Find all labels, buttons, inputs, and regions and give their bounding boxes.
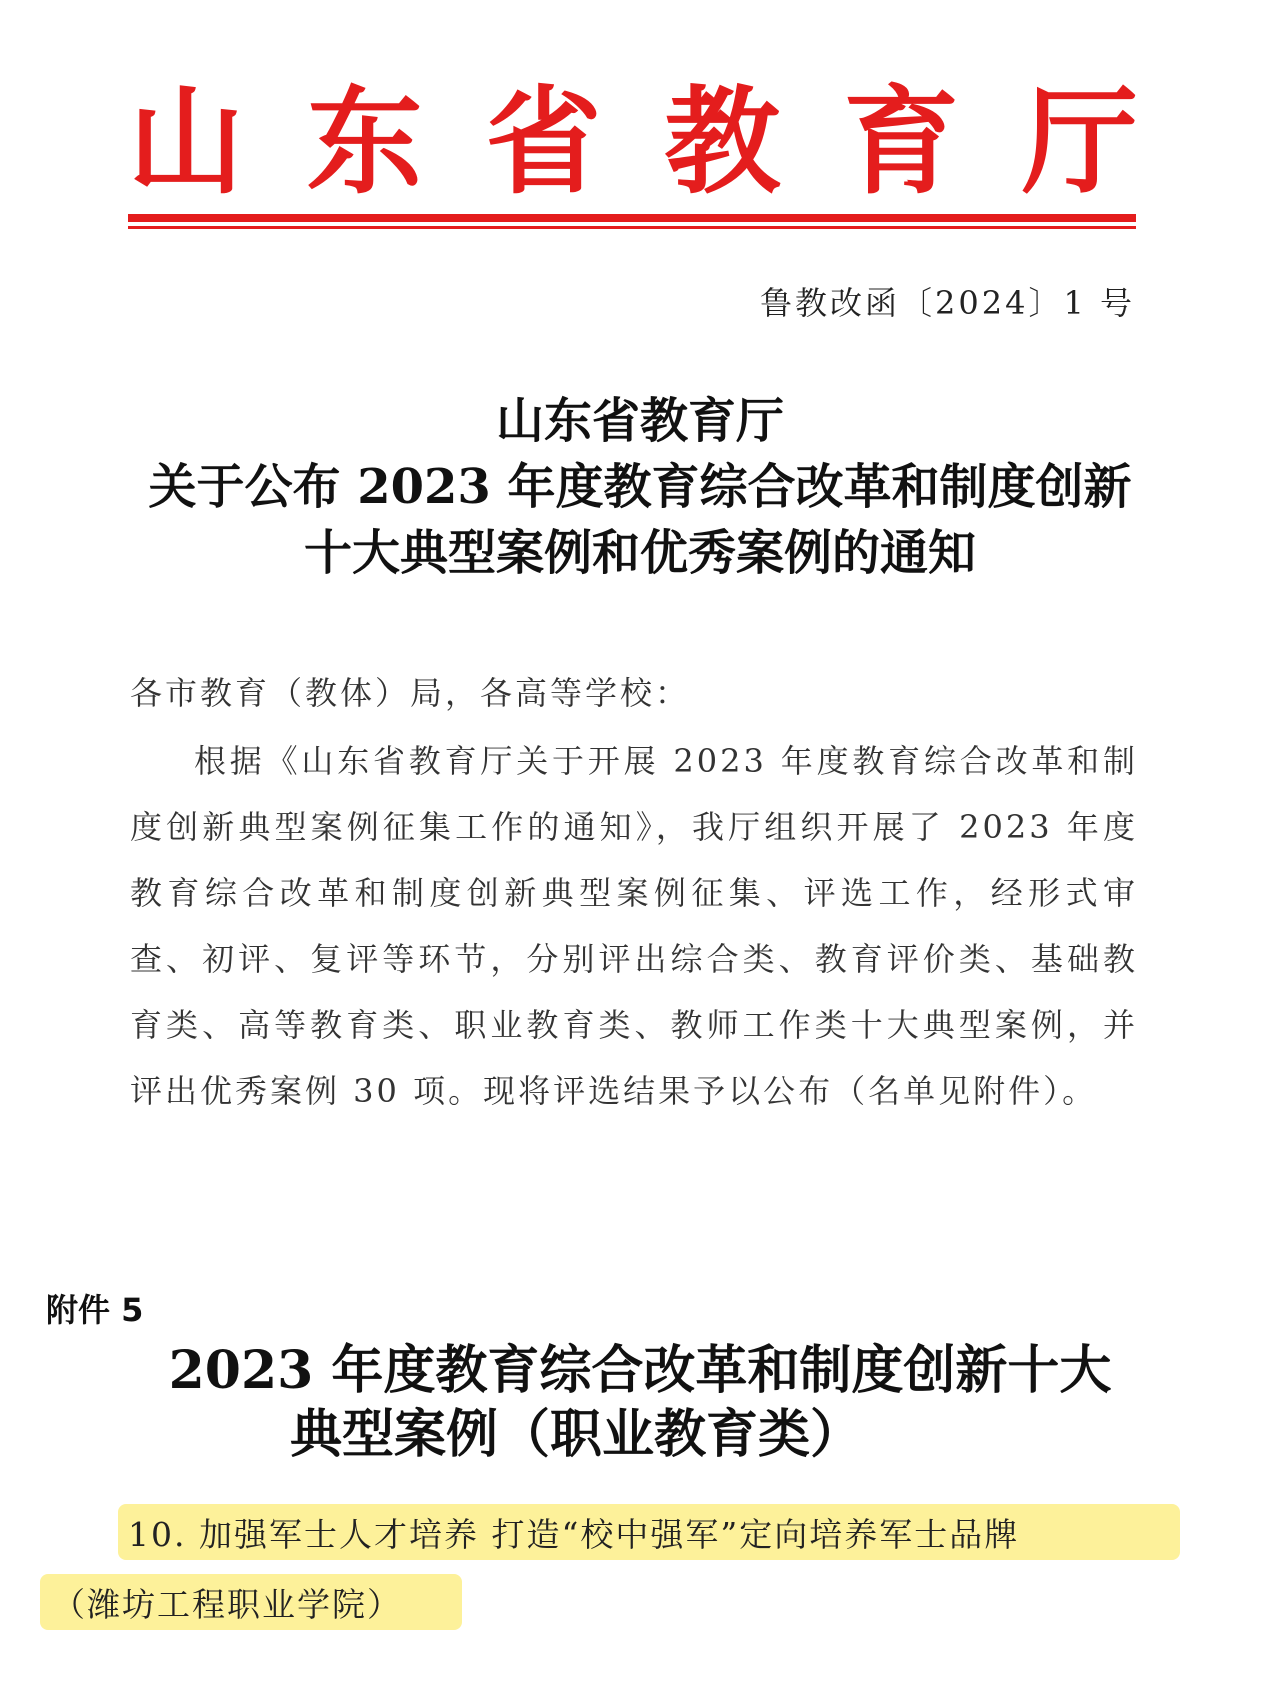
- attachment-title-line2: 典型案例（职业教育类）: [290, 1404, 863, 1465]
- red-rule-thick: [128, 214, 1136, 222]
- highlighted-institution: [40, 1574, 462, 1630]
- red-rule-thin: [128, 226, 1136, 229]
- letterhead-char: 厅: [1021, 74, 1138, 210]
- letterhead-char: 山: [128, 74, 244, 210]
- salutation: 各市教育（教体）局，各高等学校：: [130, 674, 691, 712]
- letterhead-char: 育: [843, 74, 960, 210]
- attachment-label: 附件 5: [46, 1291, 144, 1329]
- institution-text: （潍坊工程职业学院）: [52, 1584, 402, 1624]
- notice-title-line2: 关于公布 2023 年度教育综合改革和制度创新: [148, 459, 1132, 515]
- document-number: 鲁教改函〔2024〕1 号: [760, 284, 1135, 322]
- body-paragraph: 根据《山东省教育厅关于开展 2023 年度教育综合改革和制度创新典型案例征集工作的通知》，我厅组织开展了 2023 年度教育综合改革和制度创新典型案例征集、评选工作，经形式审查、初评、复评等环节，分别评出综合类、教育评价类、基础教育类、高等教育类、职业教育类、教师工作类十大典型案例，并评出优秀案例 30 项。现将评选结果予以公布（名单见附件）。: [130, 742, 1138, 1110]
- letterhead-char: 东: [306, 74, 423, 210]
- notice-title-line3: 十大典型案例和优秀案例的通知: [303, 525, 976, 581]
- letterhead: [128, 74, 1138, 210]
- attachment-title-line1: 2023 年度教育综合改革和制度创新十大: [168, 1340, 1112, 1401]
- case-item-text: 10. 加强军士人才培养 打造“校中强军”定向培养军士品牌: [128, 1514, 1020, 1554]
- letterhead-char: 教: [664, 74, 781, 210]
- letterhead-char: 省: [485, 74, 602, 210]
- highlighted-case-item: [118, 1504, 1180, 1560]
- notice-title-line1: 山东省教育厅: [495, 393, 784, 449]
